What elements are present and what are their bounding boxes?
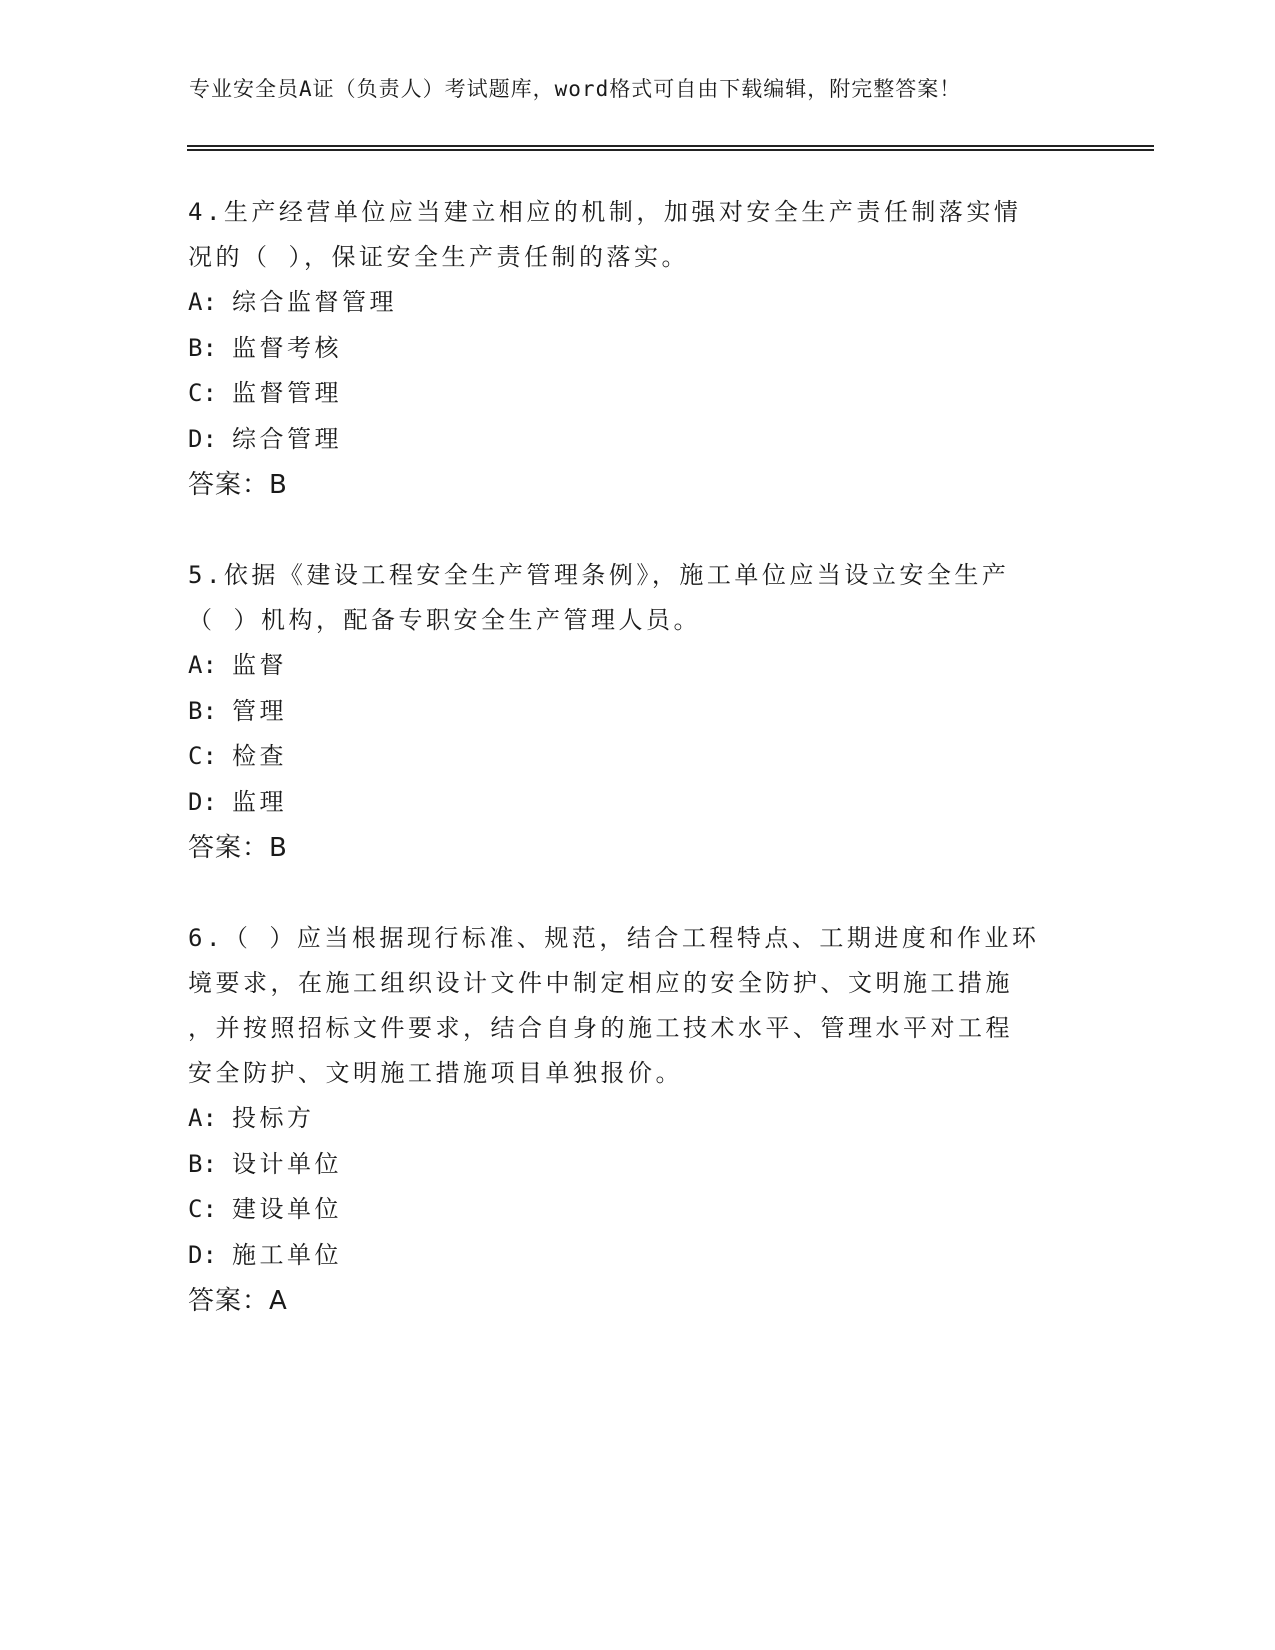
option-letter: B: (188, 696, 217, 725)
option-text: 综合管理 (232, 424, 342, 453)
option-letter: C: (188, 742, 217, 770)
option-text: 监督 (232, 651, 287, 679)
option-d (188, 417, 1088, 463)
option-text: 综合监督管理 (232, 288, 397, 316)
question-stem (188, 553, 1088, 643)
option-letter: D: (188, 787, 217, 816)
option-letter: C: (188, 379, 217, 407)
option-text: 监理 (232, 787, 287, 816)
question-stem-line: 5.依据《建设工程安全生产管理条例》，施工单位应当设立安全生产 (188, 561, 1010, 589)
option-c (188, 734, 1088, 780)
option-letter: A: (188, 288, 217, 316)
question-stem-line: ，并按照招标文件要求，结合自身的施工技术水平、管理水平对工程 (188, 1014, 1013, 1042)
question-stem-line: 6.（ ）应当根据现行标准、规范，结合工程特点、工期进度和作业环 (188, 924, 1040, 952)
question-stem-line: （ ）机构，配备专职安全生产管理人员。 (188, 606, 701, 634)
option-b (188, 326, 1088, 372)
option-letter: D: (188, 424, 217, 453)
question-stem-line: 安全防护、文明施工措施项目单独报价。 (188, 1059, 683, 1087)
option-b (188, 689, 1088, 735)
option-text: 监督考核 (232, 333, 342, 362)
option-a (188, 1096, 1088, 1142)
question-stem-line: 境要求，在施工组织设计文件中制定相应的安全防护、文明施工措施 (188, 969, 1013, 997)
question-6 (188, 916, 1088, 1324)
option-a (188, 280, 1088, 326)
header-divider (187, 145, 1154, 151)
option-text: 投标方 (232, 1104, 315, 1132)
question-5 (188, 553, 1088, 871)
option-letter: A: (188, 1104, 217, 1132)
option-c (188, 371, 1088, 417)
question-stem (188, 916, 1088, 1096)
option-text: 监督管理 (232, 379, 342, 407)
answer-line: 答案：B (188, 470, 288, 500)
option-text: 管理 (232, 696, 287, 725)
answer-line: 答案：B (188, 833, 288, 863)
page-header: 专业安全员A证（负责人）考试题库，word格式可自由下载编辑，附完整答案！ (189, 77, 962, 101)
option-d (188, 780, 1088, 826)
question-4 (188, 190, 1088, 508)
option-d (188, 1233, 1088, 1279)
question-stem-line: 况的（ ），保证安全生产责任制的落实。 (188, 243, 689, 271)
option-letter: C: (188, 1195, 217, 1223)
option-text: 设计单位 (232, 1149, 342, 1178)
option-letter: A: (188, 651, 217, 679)
answer-line: 答案：A (188, 1286, 288, 1316)
question-stem (188, 190, 1088, 280)
option-text: 建设单位 (232, 1195, 342, 1223)
option-text: 检查 (232, 742, 287, 770)
option-letter: B: (188, 1149, 217, 1178)
option-c (188, 1187, 1088, 1233)
option-a (188, 643, 1088, 689)
option-text: 施工单位 (232, 1240, 342, 1269)
option-letter: B: (188, 333, 217, 362)
option-letter: D: (188, 1240, 217, 1269)
option-b (188, 1142, 1088, 1188)
question-stem-line: 4.生产经营单位应当建立相应的机制，加强对安全生产责任制落实情 (188, 198, 1022, 226)
